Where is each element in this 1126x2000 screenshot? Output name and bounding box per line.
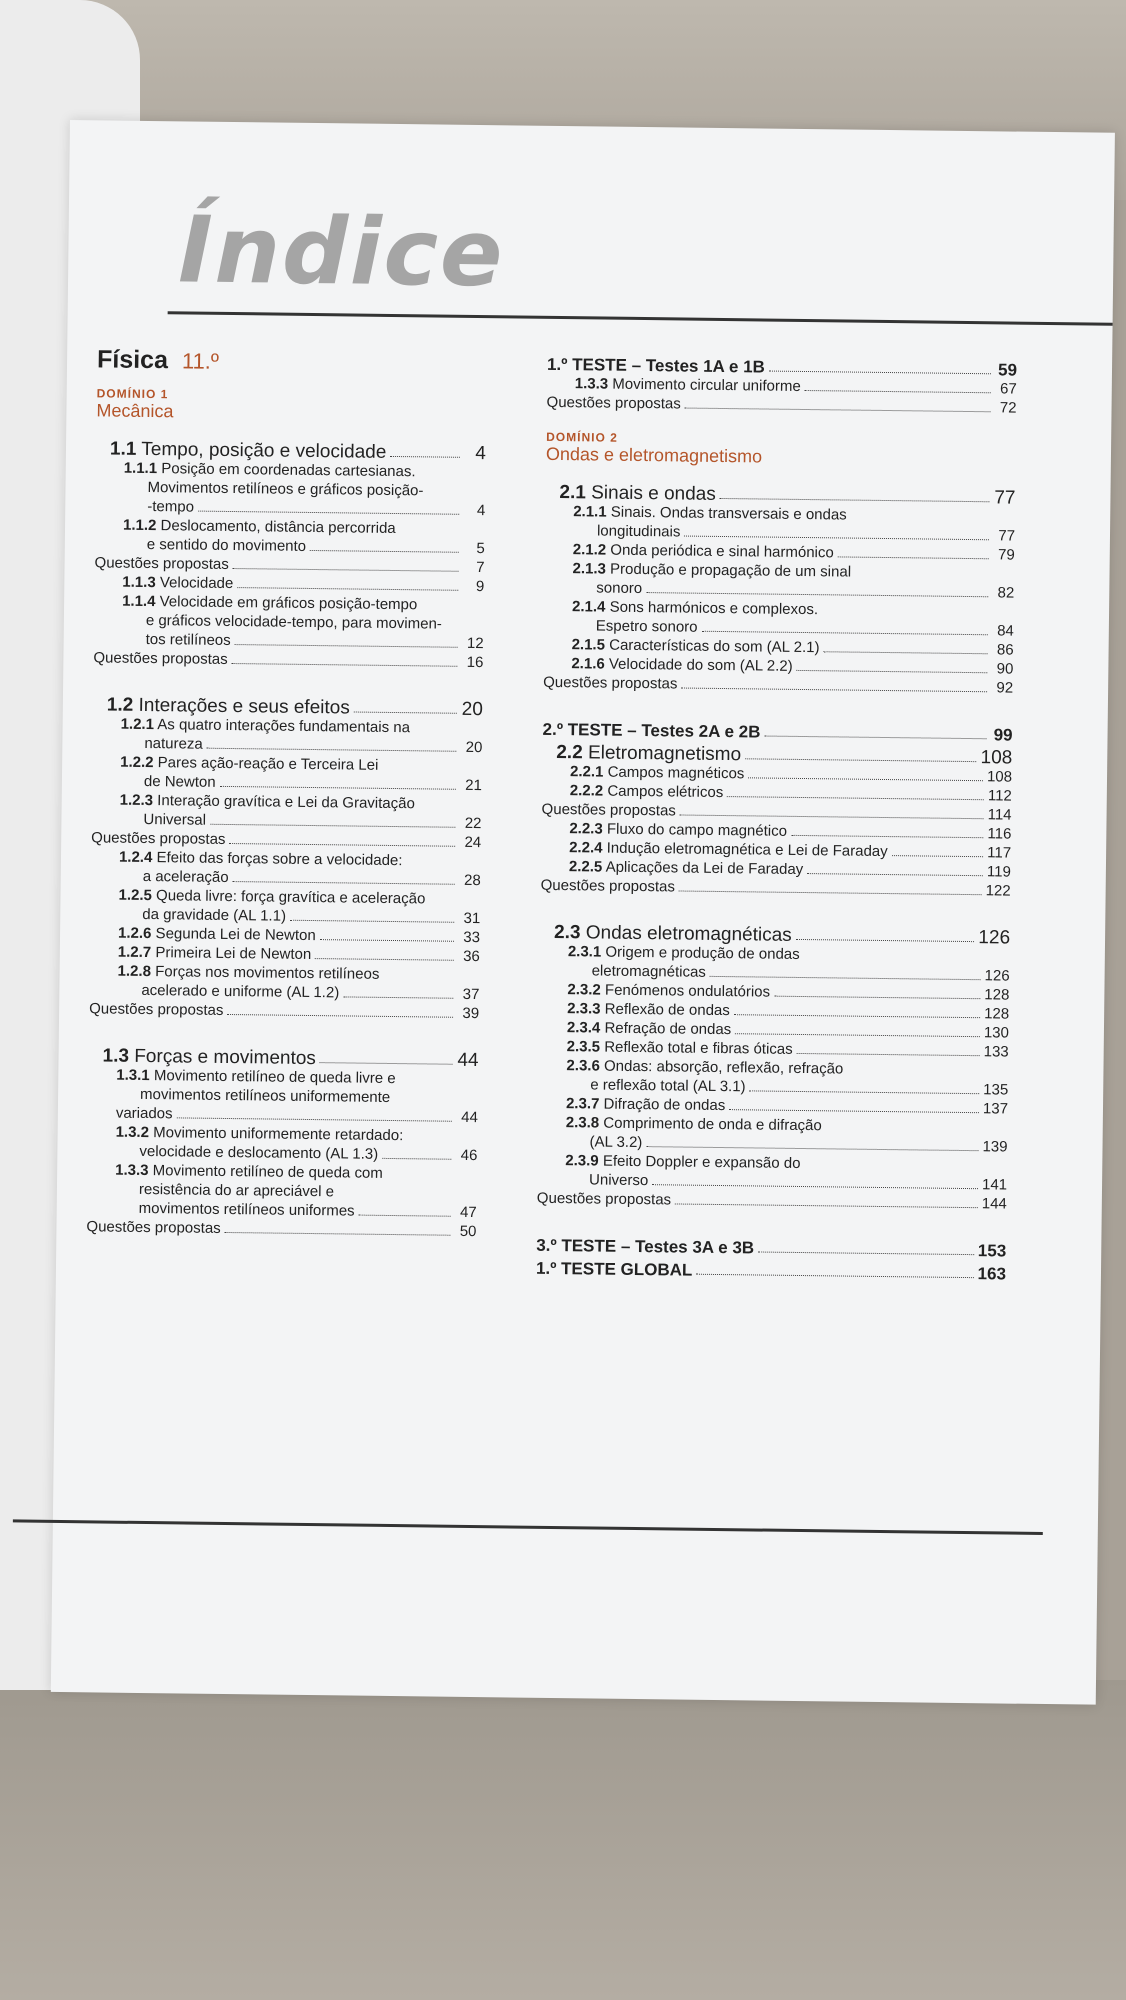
spacer [93,667,483,696]
page-number: 122 [985,882,1011,900]
toc-number: 2.3.7 [565,1095,600,1113]
toc-text: tos retilíneos [145,630,231,650]
left-column [86,345,487,1241]
toc-text: Questões propostas [541,800,676,820]
toc-text: Movimento circular uniforme [612,375,801,395]
toc-text: Questões propostas [546,393,681,413]
toc-text: Tempo, posição e velocidade [141,438,387,463]
toc-text: Deslocamento, distância percorrida [160,517,396,538]
toc-text: sonoro [596,579,643,598]
toc-text: de Newton [143,772,216,791]
title-rule [168,311,1113,326]
page-number: 50 [459,1222,477,1241]
page-number: 21 [465,776,483,795]
page-number: 84 [997,622,1014,640]
page-number: 128 [984,1005,1010,1023]
toc-number: 1.3.1 [116,1066,150,1085]
toc-text: Pares ação-reação e Terceira Lei [157,754,379,774]
subject-heading [97,345,487,379]
toc-number: 1.3.2 [115,1123,150,1142]
toc-text: Questões propostas [86,1218,221,1237]
toc-text: Forças nos movimentos retilíneos [155,963,380,983]
toc-text: Sinais. Ondas transversais e ondas [610,503,847,524]
toc-number: 2.2.4 [569,839,603,857]
page-number: 108 [980,747,1013,769]
toc-text: Universo [588,1171,649,1190]
dot-leader [359,1214,451,1217]
toc-number: 1.2.1 [120,715,155,734]
dot-leader [750,1089,980,1094]
toc-text: Onda periódica e sinal harmónico [610,541,834,562]
page-number: 77 [994,487,1016,509]
dot-leader [220,785,456,790]
toc-text: Velocidade [159,574,234,593]
page-number: 90 [996,660,1014,678]
page-number: 24 [464,833,482,852]
toc-text: Comprimento de onda e difração [603,1114,822,1135]
toc-text: Ondas eletromagnéticas [585,922,792,946]
toc-text: Refração de ondas [604,1019,732,1039]
dot-leader [646,591,988,597]
page-number: 144 [981,1195,1007,1213]
toc-text: Espetro sonoro [595,617,698,636]
toc-text: Primeira Lei de Newton [155,944,312,964]
toc-text: Velocidade do som (AL 2.2) [608,655,793,675]
dot-leader [320,938,454,942]
dot-leader [758,1250,974,1255]
toc-text: resistência do ar apreciável e [138,1180,335,1201]
toc-number: 2.3.9 [565,1152,599,1170]
toc-number: 2.3 [553,921,581,944]
toc-number: 2.3.8 [565,1114,600,1132]
toc-text: Movimento retilíneo de queda livre e [153,1067,396,1088]
dot-leader [290,919,454,923]
page-number: 12 [466,634,484,653]
toc-number: 1.2 [106,694,134,716]
toc-text: natureza [144,734,203,753]
page-number: 137 [982,1100,1009,1118]
toc-text: movimentos retilíneos uniformes [138,1199,355,1220]
page-number: 33 [463,928,481,947]
left-toc-list [86,439,486,1241]
toc-text: Movimentos retilíneos e gráficos posição- [147,478,424,500]
toc-number: 1.2.5 [118,886,153,905]
toc-number: 2.3.2 [567,981,601,999]
toc-number: 1.2.8 [117,962,152,981]
toc-number: 2.1.4 [571,598,606,616]
dot-leader [233,880,455,885]
toc-text: Questões propostas [93,649,228,668]
toc-number: 2.3.1 [567,943,602,961]
dot-leader [235,643,458,648]
toc-text: Questões propostas [89,1000,224,1019]
dot-leader [702,630,988,635]
toc-number: 1.1.4 [122,592,156,611]
toc-number: 1.1.1 [123,459,158,478]
subject-grade: 11.º [181,348,220,374]
domain-2-label: DOMÍNIO 2 [546,429,618,445]
toc-text: Interação gravítica e Lei da Gravitação [157,792,415,813]
toc-text: Ondas: absorção, reflexão, refração [603,1057,844,1078]
page-number: 82 [997,584,1015,602]
toc-text: Questões propostas [94,554,229,573]
toc-text: eletromagnéticas [591,962,706,981]
toc-number: 2.1.2 [572,541,607,559]
page-number: 126 [984,967,1010,985]
dot-leader [769,370,991,375]
toc-number: 1.2.7 [117,943,152,962]
toc-text: Difração de ondas [603,1095,726,1115]
toc-number: 2.3.5 [566,1038,601,1056]
dot-leader [748,776,983,781]
dot-leader [745,757,976,762]
toc-number: 1.1 [109,438,137,460]
domain-2-name: Ondas e eletromagnetismo [545,443,763,467]
dot-leader [684,535,989,541]
dot-leader [729,1108,979,1113]
dot-leader [680,814,984,820]
toc-section [93,695,483,719]
toc-number: 2.1.1 [573,503,607,521]
toc-number: 2.1.5 [571,636,606,654]
toc-text: Produção e propagação de um sinal [609,560,852,581]
page-number: 5 [476,539,485,558]
toc-number: 1.3 [102,1045,130,1067]
dot-leader [390,455,460,458]
toc-text: Efeito Doppler e expansão do [602,1152,801,1173]
page-number: 141 [981,1176,1008,1194]
dot-leader [310,549,459,553]
page-number: 86 [996,641,1014,659]
toc-number: 1.2.6 [117,924,152,943]
toc-number: 1.2.4 [118,848,153,867]
toc-number: 2.3.3 [567,1000,601,1018]
toc-text: Características do som (AL 2.1) [609,636,820,657]
toc-text: variados [115,1104,173,1123]
dot-leader [797,669,988,673]
toc-text: Segunda Lei de Newton [155,925,316,945]
page-number: 67 [999,380,1017,398]
toc-text: Queda livre: força gravítica e aceleração [155,887,426,908]
toc-text: Universal [143,810,207,829]
toc-test [536,1259,1006,1284]
toc-text: acelerado e uniforme (AL 1.2) [141,981,340,1002]
bottom-rule [13,1519,1043,1535]
page-number: 130 [983,1024,1010,1042]
toc-text: Reflexão total e fibras óticas [604,1038,793,1058]
dot-leader [823,650,987,654]
dot-leader [679,889,982,895]
page-number: 4 [475,442,487,465]
toc-number: 2.3.4 [566,1019,601,1037]
dot-leader [232,662,458,667]
dot-leader [791,834,983,838]
index-page [51,120,1115,1705]
domain-1-label: DOMÍNIO 1 [96,386,169,402]
toc-number: 2.2.2 [569,782,604,800]
dot-leader [382,1157,451,1160]
toc-text: 2.º TESTE – Testes 2A e 2B [542,719,761,742]
dot-leader [796,938,975,942]
toc-number: 2.3.6 [566,1057,600,1075]
page-number: 126 [978,927,1011,949]
dot-leader [735,1032,980,1037]
toc-text: 1.º TESTE GLOBAL [535,1258,693,1280]
toc-text: longitudinais [596,522,681,541]
dot-leader [210,823,455,828]
toc-text: Questões propostas [91,829,226,848]
toc-text: Movimento retilíneo de queda com [152,1162,383,1182]
page-number: 112 [987,787,1012,805]
page-number: 92 [996,679,1014,697]
toc-number: 1.3.3 [115,1161,149,1180]
dot-leader [177,1116,452,1121]
toc-text: Reflexão de ondas [604,1000,730,1020]
toc-number: 1.3.3 [574,375,609,393]
toc-text: -tempo [147,497,195,516]
dot-leader [696,1273,973,1278]
toc-text: Forças e movimentos [134,1045,317,1070]
toc-text: Fenómenos ondulatórios [604,981,771,1001]
toc-test [536,1236,1006,1261]
dot-leader [229,842,455,847]
page-number: 16 [466,653,484,672]
dot-leader [315,957,454,961]
page-number: 7 [476,558,485,577]
page-number: 116 [987,825,1012,843]
page-title: Índice [177,196,506,308]
dot-leader [797,1052,980,1056]
dot-leader [320,1061,453,1065]
dot-leader [734,1013,980,1018]
right-top-list [546,355,1017,418]
dot-leader [681,687,987,693]
toc-section [96,439,486,463]
page-number: 59 [997,360,1018,380]
dot-leader [675,1202,978,1208]
dot-leader [685,407,991,413]
page-number: 139 [982,1138,1008,1156]
page-number: 44 [461,1108,478,1127]
toc-number: 2.2.3 [569,820,603,838]
page-number: 20 [465,738,483,757]
spacer [89,1018,479,1047]
page-number: 4 [476,502,486,520]
page-number: 46 [460,1146,478,1165]
toc-text: e reflexão total (AL 3.1) [590,1076,746,1096]
page-number: 39 [462,1004,480,1023]
page-number: 79 [997,546,1015,564]
toc-text: e sentido do movimento [146,535,307,555]
page-number: 47 [459,1203,477,1222]
toc-number: 2.2.5 [568,858,603,876]
toc-text: Efeito das forças sobre a velocidade: [156,849,403,870]
page-number: 20 [461,698,483,721]
page-number: 72 [999,399,1017,417]
toc-text: Velocidade em gráficos posição-tempo [159,593,418,614]
dot-leader [354,711,457,714]
toc-text: da gravidade (AL 1.1) [142,905,287,925]
toc-number: 1.2.2 [120,753,154,772]
toc-text: a aceleração [142,867,229,886]
page-number: 36 [463,947,480,966]
dot-leader [237,586,458,591]
toc-number: 1.1.3 [122,573,156,592]
toc-number: 2.1 [559,482,587,504]
dot-leader [652,1183,978,1189]
page-number: 44 [457,1049,479,1072]
dot-leader [343,995,453,998]
toc-text: Interações e seus efeitos [138,694,350,719]
subject-name: Física [96,345,169,375]
page-number: 99 [993,725,1013,745]
page-number: 108 [986,768,1013,786]
domain-1-name: Mecânica [96,400,174,422]
toc-text: Questões propostas [543,673,678,693]
toc-text: 3.º TESTE – Testes 3A e 3B [536,1235,755,1258]
toc-text: (AL 3.2) [589,1133,643,1152]
toc-text: movimentos retilíneos uniformemente [139,1085,391,1106]
dot-leader [225,1231,451,1236]
toc-text: velocidade e deslocamento (AL 1.3) [139,1142,379,1163]
dot-leader [233,567,459,572]
dot-leader [807,872,983,876]
toc-text: Sinais e ondas [591,482,716,505]
page-number: 37 [462,985,480,1004]
page-number: 22 [464,814,482,833]
toc-text: Campos magnéticos [607,763,745,783]
dot-leader [805,389,991,393]
page-number: 114 [987,806,1012,824]
page-number: 128 [984,986,1010,1004]
dot-leader [720,497,990,502]
right-toc-list [536,483,1016,1284]
page-number: 31 [463,909,481,928]
dot-leader [774,995,980,1000]
dot-leader [892,854,984,857]
toc-text: Questões propostas [536,1189,672,1209]
dot-leader [764,735,986,740]
dot-leader [838,555,989,559]
dot-leader [207,747,457,752]
toc-text: Sons harmónicos e complexos. [609,598,819,619]
toc-text: 1.º TESTE – Testes 1A e 1B [546,354,766,377]
page-number: 119 [986,863,1011,881]
page-number: 153 [977,1241,1007,1261]
toc-number: 2.1.3 [572,560,607,578]
toc-number: 2.2 [556,741,583,764]
background-fabric-bottom [0,1680,1126,2000]
page-number: 9 [475,577,485,596]
toc-text: e gráficos velocidade-tempo, para movimen- [145,611,442,633]
toc-text: As quatro interações fundamentais na [157,716,411,737]
toc-text: Aplicações da Lei de Faraday [605,858,804,879]
dot-leader [227,1013,453,1018]
toc-text: Eletromagnetismo [587,742,742,766]
toc-text: Campos elétricos [607,782,724,802]
dot-leader [710,975,981,980]
right-column [536,351,1017,1284]
toc-text: Posição em coordenadas cartesianas. [161,460,416,481]
toc-number: 2.1.6 [571,655,605,673]
toc-number: 1.1.2 [122,516,157,535]
page-number: 77 [998,527,1016,545]
toc-section [88,1046,478,1070]
page-number: 135 [983,1081,1009,1099]
page-number: 28 [463,871,481,890]
page-number: 163 [977,1264,1007,1284]
toc-questions [86,1217,476,1241]
toc-text: Origem e produção de ondas [605,943,800,963]
toc-text: Indução eletromagnética e Lei de Faraday [606,839,888,861]
page-number: 117 [987,844,1012,862]
dot-leader [198,510,459,515]
page-number: 133 [983,1043,1009,1061]
toc-number: 2.2.1 [569,763,604,781]
toc-test [542,720,1012,745]
toc-text: Questões propostas [540,876,676,896]
toc-text: Fluxo do campo magnético [606,820,788,840]
dot-leader [727,795,984,800]
toc-number: 1.2.3 [119,791,154,810]
toc-text: Movimento uniformemente retardado: [153,1124,404,1145]
dot-leader [646,1145,978,1151]
